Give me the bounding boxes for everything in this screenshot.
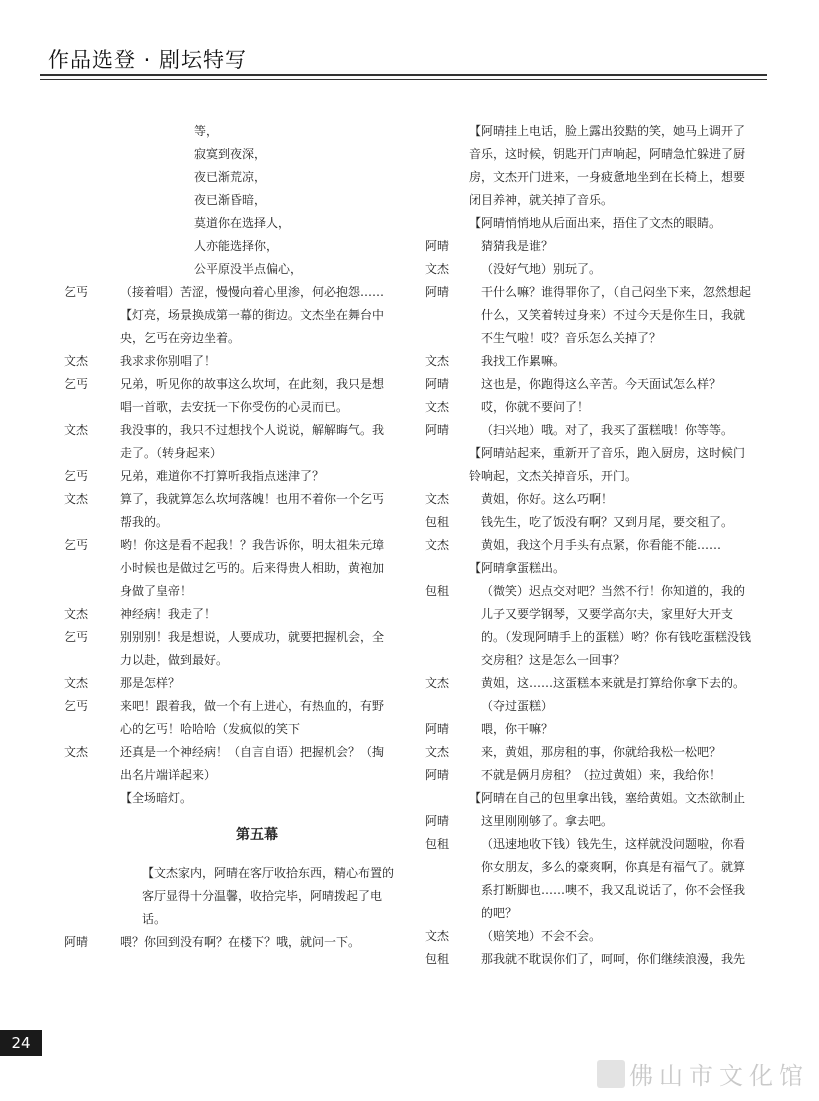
line-text: 钱先生，吃了饭没有啊？又到月尾，要交租了。: [481, 515, 734, 529]
dialogue-line: [64, 672, 394, 695]
speaker-name: 阿晴: [425, 285, 450, 299]
line-text: 人亦能选择你，: [194, 239, 279, 253]
dialogue-line: [64, 419, 394, 465]
line-text: 兄弟，听见你的故事这么坎坷，在此刻，我只是想唱一首歌，去安抚一下你受伤的心灵而已。: [120, 377, 385, 414]
verse-line: [64, 120, 394, 143]
dialogue-line: [64, 603, 394, 626]
speaker-name: 阿晴: [425, 768, 450, 782]
line-text: 【阿晴挂上电话，脸上露出狡黠的笑，她马上调开了音乐，这时候，钥匙开门声响起，阿晴急忙躲进了厨房，文杰开门进来，一身疲惫地坐到在长椅上，想要闭目养神，就关掉了音乐。: [469, 124, 746, 207]
line-text: 【阿晴悄悄地从后面出来，捂住了文杰的眼睛。: [469, 216, 722, 230]
line-text: （扫兴地）哦。对了，我买了蛋糕哦！你等等。: [481, 423, 734, 437]
dialogue-line: [425, 764, 755, 787]
dialogue-line: [425, 718, 755, 741]
speaker-name: 阿晴: [425, 814, 450, 828]
speaker-name: 文杰: [64, 607, 89, 621]
verse-line: [64, 212, 394, 235]
dialogue-line: [425, 741, 755, 764]
verse-line: [64, 258, 394, 281]
dialogue-line: [425, 833, 755, 925]
line-text: 寂寞到夜深，: [194, 147, 267, 161]
line-text: （没好气地）别玩了。: [481, 262, 602, 276]
speaker-name: 乞丐: [64, 699, 89, 713]
stage-direction: [425, 120, 755, 212]
dialogue-line: [64, 626, 394, 672]
stage-direction: [425, 212, 755, 235]
dialogue-line: [64, 741, 394, 787]
speaker-name: 阿晴: [425, 377, 450, 391]
speaker-name: 文杰: [64, 354, 89, 368]
speaker-name: 文杰: [64, 492, 89, 506]
speaker-name: 文杰: [425, 262, 450, 276]
act-heading: 第五幕: [236, 827, 278, 843]
dialogue-line: [64, 281, 394, 304]
verse-line: [64, 143, 394, 166]
speaker-name: 文杰: [425, 676, 450, 690]
line-text: 来吧！跟着我，做一个有上进心，有热血的，有野心的乞丐！哈哈哈（发疯似的笑下: [120, 699, 385, 736]
line-text: 这里刚刚够了。拿去吧。: [481, 814, 614, 828]
dialogue-line: [425, 396, 755, 419]
watermark-text: 佛山市文化馆: [629, 1062, 809, 1090]
dialogue-line: [425, 810, 755, 833]
stage-direction: [64, 862, 394, 931]
line-text: 黄姐，这……这蛋糕本来就是打算给你拿下去的。（夺过蛋糕）: [481, 676, 746, 713]
dialogue-line: [425, 672, 755, 718]
building-icon: [597, 1060, 625, 1088]
verse-line: [64, 235, 394, 258]
dialogue-line: [425, 925, 755, 948]
speaker-name: 文杰: [425, 538, 450, 552]
speaker-name: 包租: [425, 952, 450, 966]
line-text: 我求求你别唱了！: [120, 354, 217, 368]
dialogue-line: [64, 488, 394, 534]
speaker-name: 乞丐: [64, 285, 89, 299]
line-text: 还真是一个神经病！（自言自语）把握机会？（掏出名片端详起来）: [120, 745, 385, 782]
line-text: 别别别！我是想说，人要成功，就要把握机会，全力以赴，做到最好。: [120, 630, 385, 667]
dialogue-line: [64, 931, 394, 954]
dialogue-line: [425, 948, 755, 971]
line-text: 那我就不耽误你们了，呵呵，你们继续浪漫，我先: [481, 952, 746, 966]
speaker-name: 文杰: [64, 745, 89, 759]
line-text: 我没事的，我只不过想找个人说说，解解晦气。我走了。（转身起来）: [120, 423, 385, 460]
line-text: 来，黄姐，那房租的事，你就给我松一松吧？: [481, 745, 722, 759]
dialogue-line: [425, 511, 755, 534]
line-text: 喂？你回到没有啊？在楼下？哦，就问一下。: [120, 935, 361, 949]
dialogue-line: [425, 534, 755, 557]
line-text: 【全场暗灯。: [120, 791, 193, 805]
speaker-name: 文杰: [425, 492, 450, 506]
stage-direction: [425, 442, 755, 488]
dialogue-line: [425, 235, 755, 258]
speaker-name: 文杰: [425, 929, 450, 943]
speaker-name: 包租: [425, 584, 450, 598]
dialogue-line: [64, 350, 394, 373]
speaker-name: 阿晴: [64, 935, 89, 949]
line-text: 莫道你在选择人，: [194, 216, 291, 230]
line-text: 不就是俩月房租？（拉过黄姐）来，我给你！: [481, 768, 722, 782]
line-text: 喂，你干嘛？: [481, 722, 554, 736]
dialogue-line: [425, 281, 755, 350]
stage-direction: [425, 557, 755, 580]
line-text: 算了，我就算怎么坎坷落魄！也用不着你一个乞丐帮我的。: [120, 492, 385, 529]
line-text: 哟！你这是看不起我！？我告诉你，明太祖朱元璋小时候也是做过乞丐的。后来得贵人相助，黄袍加身做了皇帝！: [120, 538, 385, 598]
line-text: 黄姐，我这个月手头有点紧，你看能不能……: [481, 538, 722, 552]
line-text: 夜已渐荒凉，: [194, 170, 267, 184]
speaker-name: 阿晴: [425, 423, 450, 437]
line-text: 等，: [194, 124, 219, 138]
dialogue-line: [425, 373, 755, 396]
speaker-name: 乞丐: [64, 377, 89, 391]
speaker-name: 包租: [425, 837, 450, 851]
line-text: 神经病！我走了！: [120, 607, 217, 621]
line-text: 【阿晴站起来，重新开了音乐，跑入厨房，这时候门铃响起，文杰关掉音乐，开门。: [469, 446, 746, 483]
verse-line: [64, 189, 394, 212]
line-text: （接着唱）苦涩，慢慢向着心里渗，何必抱怨……: [120, 285, 385, 299]
line-text: 【阿晴拿蛋糕出。: [469, 561, 566, 575]
line-text: （微笑）迟点交对吧？当然不行！你知道的，我的儿子又要学钢琴，又要学高尔夫，家里好大开支的。（发现阿晴手上的蛋糕）哟？你有钱吃蛋糕没钱交房租？这是怎么一回事？: [481, 584, 752, 667]
dialogue-line: [64, 534, 394, 603]
dialogue-line: [64, 373, 394, 419]
dialogue-line: [425, 419, 755, 442]
page-number: 24: [0, 1030, 42, 1056]
dialogue-line: [64, 695, 394, 741]
dialogue-line: [425, 580, 755, 672]
speaker-name: 乞丐: [64, 630, 89, 644]
line-text: 这也是，你跑得这么辛苦。今天面试怎么样？: [481, 377, 722, 391]
line-text: 猜猜我是谁？: [481, 239, 554, 253]
line-text: 公平原没半点偏心，: [194, 262, 303, 276]
line-text: 那是怎样？: [120, 676, 181, 690]
speaker-name: 阿晴: [425, 722, 450, 736]
speaker-name: 包租: [425, 515, 450, 529]
line-text: 干什么嘛？谁得罪你了，（自己闷坐下来，忽然想起什么，又笑着转过身来）不过今天是你生日，我就不生气啦！哎？音乐怎么关掉了？: [481, 285, 752, 345]
speaker-name: 文杰: [425, 354, 450, 368]
dialogue-line: [425, 488, 755, 511]
watermark-logo: [597, 1056, 809, 1091]
line-text: 【文杰家内，阿晴在客厅收拾东西，精心布置的客厅显得十分温馨，收拾完毕，阿晴拨起了电话。: [142, 866, 395, 926]
speaker-name: 乞丐: [64, 469, 89, 483]
header-rule-thin: [40, 79, 767, 80]
dialogue-line: [425, 350, 755, 373]
line-text: 黄姐，你好。这么巧啊！: [481, 492, 614, 506]
speaker-name: 文杰: [64, 676, 89, 690]
line-text: 夜已渐昏暗，: [194, 193, 267, 207]
left-column: [64, 120, 394, 954]
dialogue-line: [425, 258, 755, 281]
speaker-name: 乞丐: [64, 538, 89, 552]
line-text: （赔笑地）不会不会。: [481, 929, 602, 943]
line-text: （迅速地收下钱）钱先生，这样就没问题啦，你看你女朋友，多么的豪爽啊，你真是有福气了。就算系打断脚也……噢不，我又乱说话了，你不会怪我的吧？: [481, 837, 746, 920]
speaker-name: 文杰: [64, 423, 89, 437]
line-text: 我找工作累嘛。: [481, 354, 566, 368]
speaker-name: 阿晴: [425, 239, 450, 253]
line-text: 【灯亮，场景换成第一幕的街边。文杰坐在舞台中央，乞丐在旁边坐着。: [120, 308, 385, 345]
line-text: 哎，你就不要问了！: [481, 400, 590, 414]
speaker-name: 文杰: [425, 400, 450, 414]
line-text: 兄弟，难道你不打算听我指点迷津了？: [120, 469, 325, 483]
header-rule: [40, 74, 767, 76]
line-text: 【阿晴在自己的包里拿出钱，塞给黄姐。文杰欲制止: [469, 791, 746, 805]
dialogue-line: [64, 465, 394, 488]
stage-direction: [64, 787, 394, 810]
stage-direction: [425, 787, 755, 810]
right-column: [425, 120, 755, 971]
stage-direction: [64, 304, 394, 350]
speaker-name: 文杰: [425, 745, 450, 759]
verse-line: [64, 166, 394, 189]
header-title: 作品选登 · 剧坛特写: [48, 48, 248, 72]
